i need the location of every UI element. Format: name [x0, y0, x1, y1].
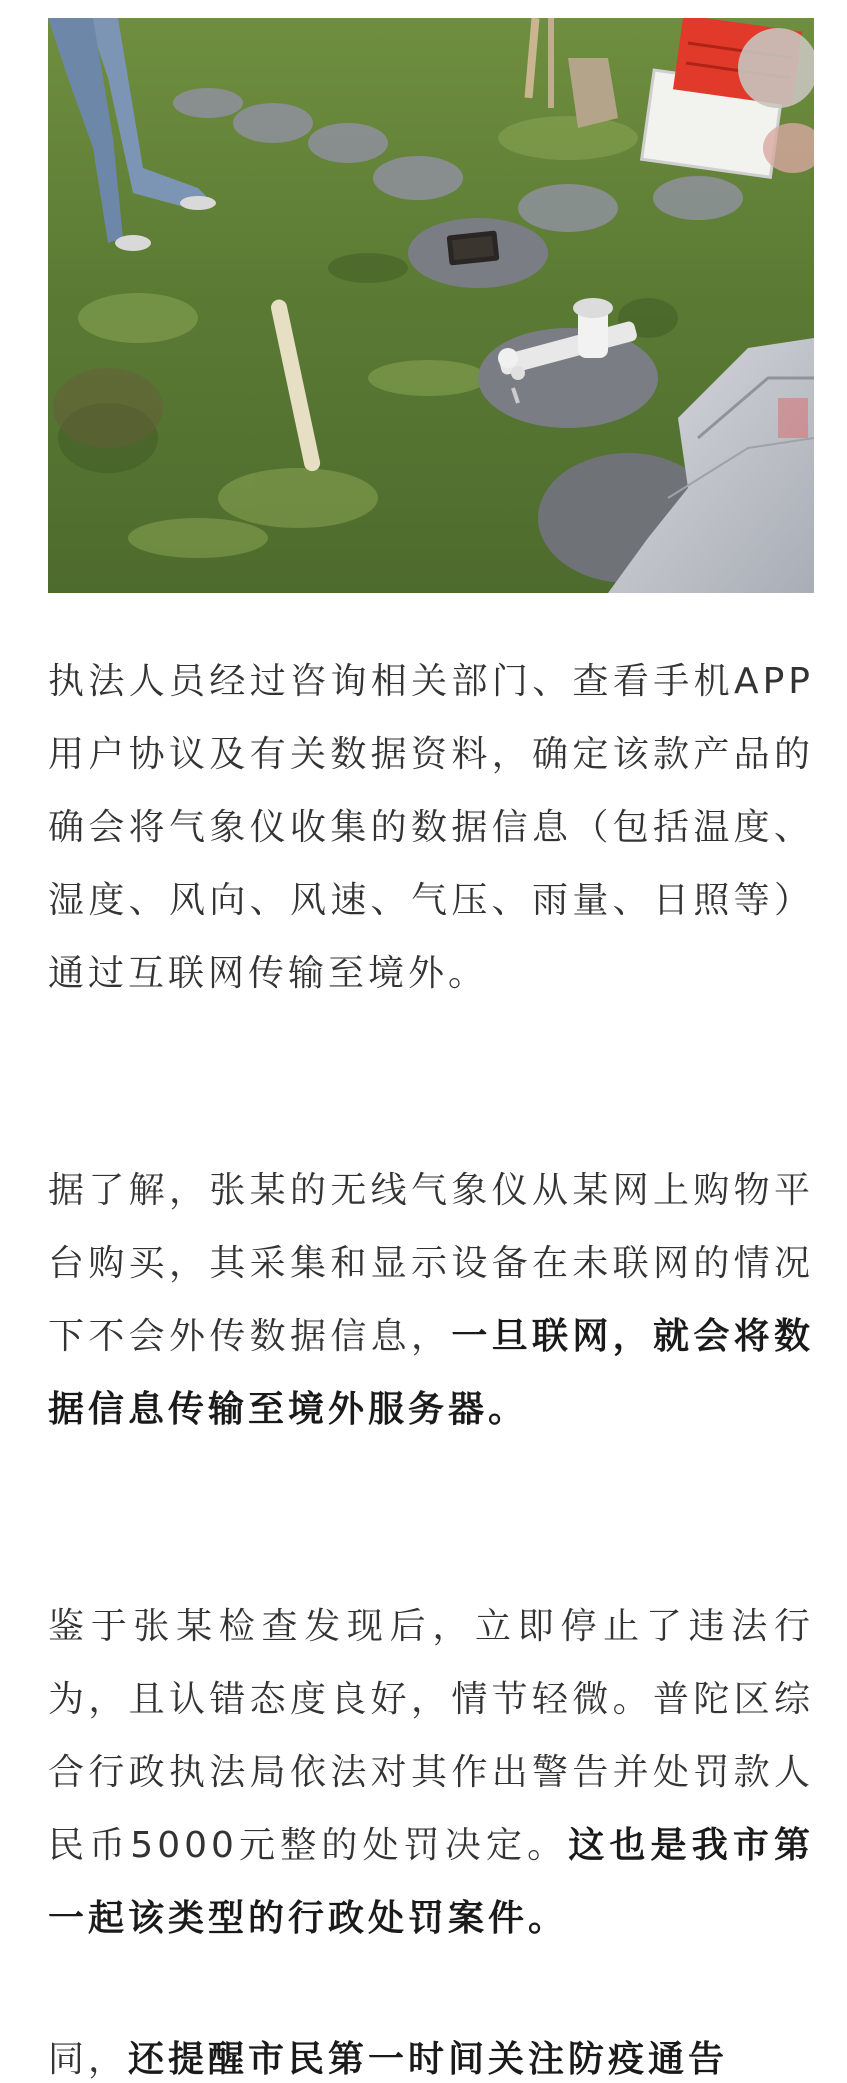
photo-illustration	[48, 18, 814, 593]
article-photo	[48, 18, 814, 593]
paragraph-data-transfer	[48, 645, 814, 1010]
paragraph-text: 鉴于张某检查发现后，立即停止了违法行为，且认错态度良好，情节轻微。普陀区综合行政执法局依法对其作出警告并处罚款人民币5000元整的处罚决定。	[48, 1606, 814, 1866]
paragraph-cut-off	[48, 2023, 814, 2083]
paragraph-emphasis: 一旦联网，就会将数据信息传输至境外服务器。	[48, 1316, 814, 1430]
paragraph-emphasis: 这也是我市第一起该类型的行政处罚案件。	[48, 1825, 814, 1939]
paragraph-text: 据了解，张某的无线气象仪从某网上购物平台购买，其采集和显示设备在未联网的情况下不会外传数据信息，	[48, 1170, 814, 1357]
paragraph-purchase-info	[48, 1154, 814, 1446]
paragraph-emphasis: 还提醒市民第一时间关注防疫通告	[128, 2039, 729, 2080]
paragraph-text: 执法人员经过咨询相关部门、查看手机APP用户协议及有关数据资料，确定该款产品的确会将气象仪收集的数据信息（包括温度、湿度、风向、风速、气压、雨量、日照等）通过互联网传输至境外。	[48, 661, 814, 994]
paragraph-penalty-decision	[48, 1590, 814, 1955]
paragraph-text: 同，	[48, 2039, 129, 2080]
